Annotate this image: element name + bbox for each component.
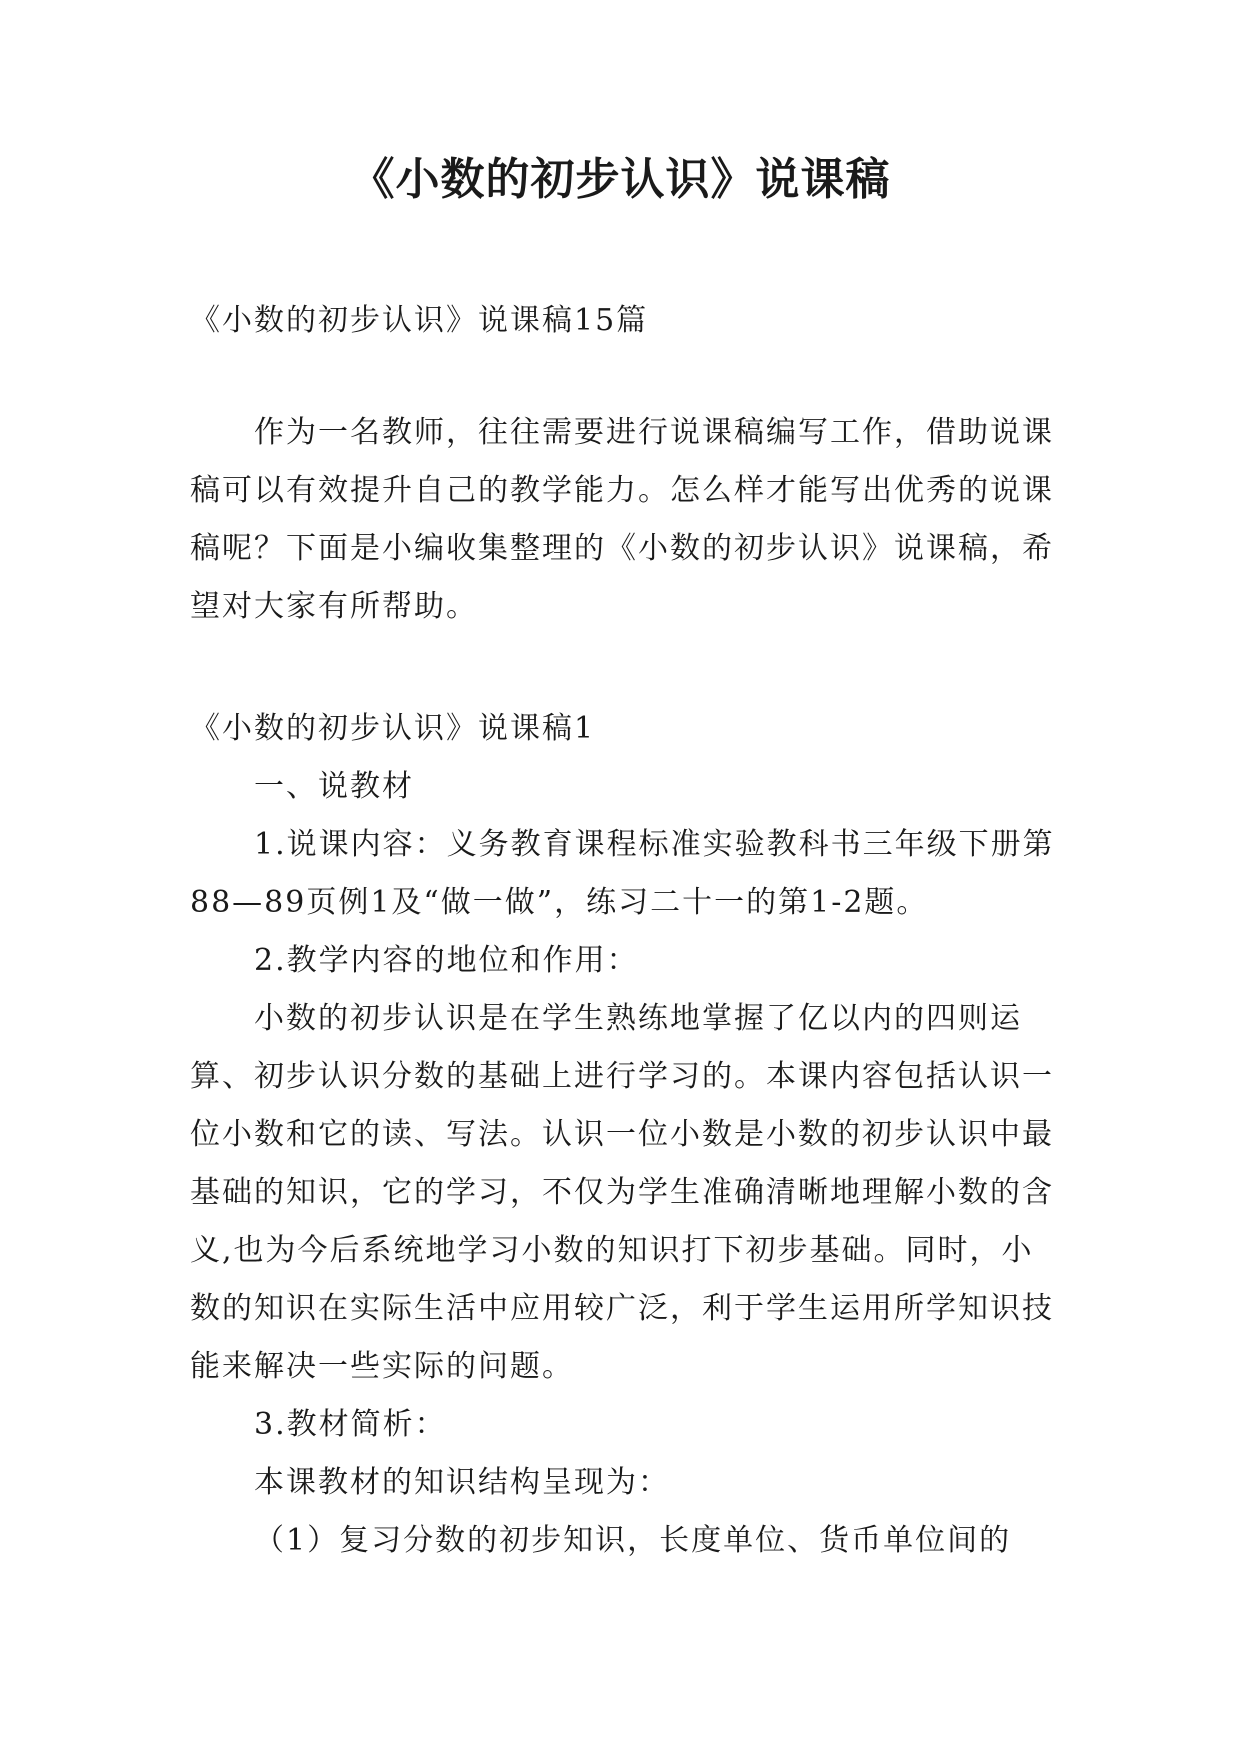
subtitle-text: 《小数的初步认识》说课稿15篇 <box>190 303 649 338</box>
item-1-paragraph: 1.说课内容：义务教育课程标准实验教科书三年级下册第88—89页例1及“做一做”，练习二十一的第1-2题。 <box>190 827 1055 920</box>
part-heading: 一、说教材 <box>254 769 414 804</box>
document-subtitle <box>190 292 1060 350</box>
item-3-paragraph: 本课教材的知识结构呈现为： <box>254 1465 670 1500</box>
section-heading: 《小数的初步认识》说课稿1 <box>190 711 596 746</box>
intro-paragraph: 作为一名教师，往往需要进行说课稿编写工作，借助说课稿可以有效提升自己的教学能力。怎么样才能写出优秀的说课稿呢？下面是小编收集整理的《小数的初步认识》说课稿，希望对大家有所帮助。 <box>190 415 1054 624</box>
item-2-paragraph: 小数的初步认识是在学生熟练地掌握了亿以内的四则运算、初步认识分数的基础上进行学习的。本课内容包括认识一位小数和它的读、写法。认识一位小数是小数的初步认识中最基础的知识，它的学习，不仅为学生准确清晰地理解小数的含义,也为今后系统地学习小数的知识打下初步基础。同时，小数的知识在实际生活中应用较广泛，利于学生运用所学知识技能来解决一些实际的问题。 <box>190 1001 1054 1384</box>
item-3-heading: 3.教材简析： <box>254 1407 447 1442</box>
item-3-subitem-1: （1）复习分数的初步知识，长度单位、货币单位间的 <box>254 1523 1012 1558</box>
item-2-heading: 2.教学内容的地位和作用： <box>254 943 639 978</box>
section-1 <box>190 700 1060 1570</box>
intro-paragraph-block <box>190 404 1060 636</box>
document-title: 《小数的初步认识》说课稿 <box>350 154 891 205</box>
